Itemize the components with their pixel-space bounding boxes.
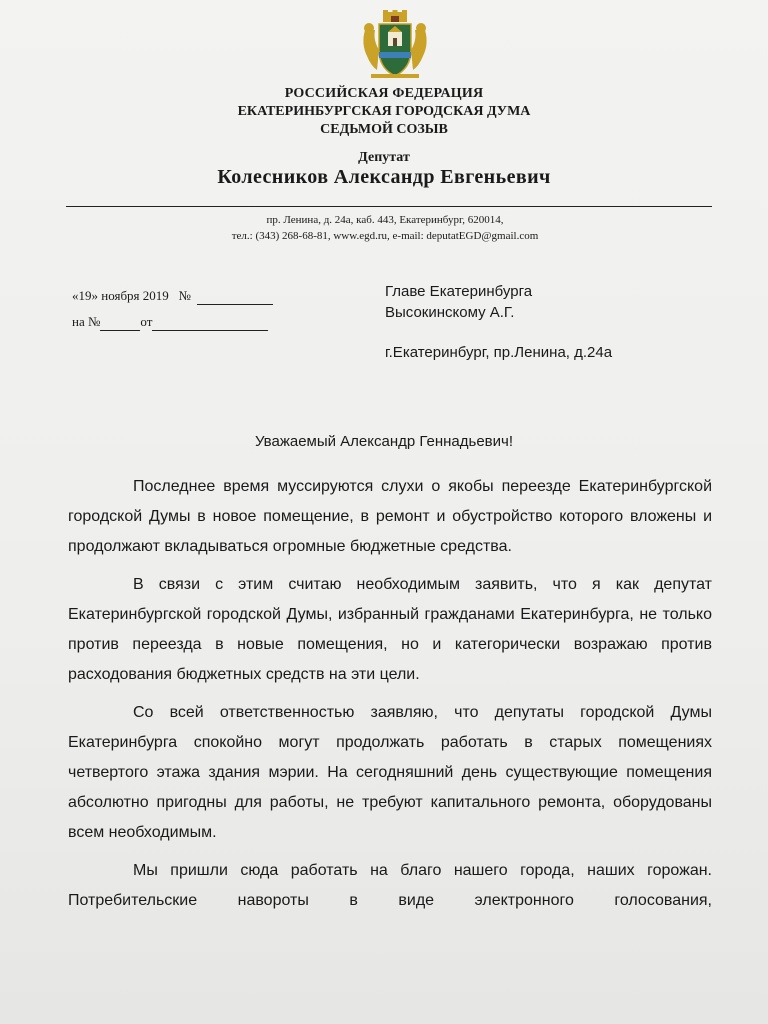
header-convocation: СЕДЬМОЙ СОЗЫВ (320, 122, 448, 137)
reference-date-blank (152, 314, 268, 331)
body-paragraph: В связи с этим считаю необходимым заявить, что я как депутат Екатеринбургской городской Думы, избранный гражданами Екатеринбурга, не только против переезда в новые помещения, но и категорически возражаю против расходования бюджетных средств на эти цели. (68, 576, 712, 683)
reference-from: от (140, 314, 153, 329)
letter-number-blank (197, 288, 273, 305)
letter-date-line (72, 288, 273, 305)
reference-number-blank (100, 314, 140, 331)
header-address: пр. Ленина, д. 24а, каб. 443, Екатеринбург, 620014, (266, 214, 504, 226)
header-deputy-name: Колесников Александр Евгеньевич (217, 166, 551, 188)
body-paragraph: Последнее время муссируются слухи о якобы переезде Екатеринбургской городской Думы в новое помещение, в ремонт и обустройство которого вложены и продолжают вкладываться огромные бюджетные средства. (68, 478, 712, 555)
body-paragraph: Мы пришли сюда работать на благо нашего города, наших горожан. Потребительские навороты в виде электронного голосования, (68, 862, 712, 909)
header-rule (66, 206, 712, 207)
letter-body (68, 472, 712, 924)
reference-prefix: на № (72, 314, 101, 329)
header-contacts: тел.: (343) 268-68-81, www.egd.ru, e-mail: deputatEGD@gmail.com (231, 230, 539, 242)
letter-number-label: № (178, 288, 191, 303)
header-duma: ЕКАТЕРИНБУРГСКАЯ ГОРОДСКАЯ ДУМА (237, 104, 531, 119)
addressee-address: г.Екатеринбург, пр.Ленина, д.24а (385, 344, 613, 361)
addressee-name: Высокинскому А.Г. (385, 304, 515, 321)
header-role: Депутат (358, 150, 410, 165)
addressee-title: Главе Екатеринбурга (385, 283, 533, 300)
letter-date: «19» ноября 2019 (72, 288, 169, 303)
salutation: Уважаемый Александр Геннадьевич! (254, 433, 514, 450)
coat-of-arms-icon (355, 10, 435, 82)
header-country: РОССИЙСКАЯ ФЕДЕРАЦИЯ (284, 86, 484, 101)
body-paragraph: Со всей ответственностью заявляю, что депутаты городской Думы Екатеринбурга спокойно могут продолжать работать в старых помещениях четвертого этажа здания мэрии. На сегодняшний день существующие помещения абсолютно пригодны для работы, не требуют капитального ремонта, оборудованы всем необходимым. (68, 704, 712, 841)
letter-reference-line (72, 314, 268, 331)
